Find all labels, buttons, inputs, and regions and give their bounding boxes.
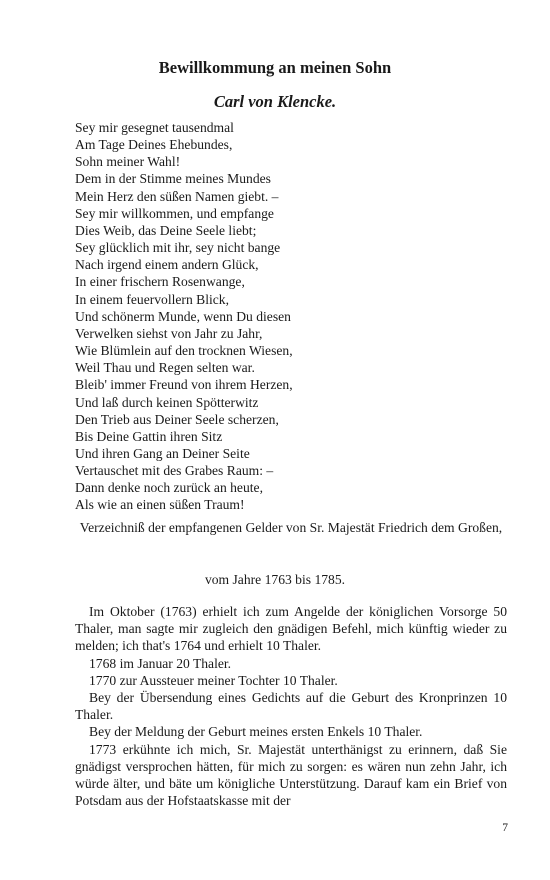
poem-line: Dem in der Stimme meines Mundes xyxy=(75,171,271,187)
poem-line: Bleib' immer Freund von ihrem Herzen, xyxy=(75,377,293,393)
prose-body xyxy=(75,603,507,809)
poem-line: Den Trieb aus Deiner Seele scherzen, xyxy=(75,411,279,427)
poem-line: Sohn meiner Wahl! xyxy=(75,154,181,170)
page-number: 7 xyxy=(502,822,508,834)
poem-line: Sey mir gesegnet tausendmal xyxy=(75,120,234,135)
poem-title: Bewillkommung an meinen Sohn xyxy=(158,58,392,77)
poem-line: Weil Thau und Regen selten war. xyxy=(75,360,255,376)
paragraph: Bey der Meldung der Geburt meines ersten Enkels 10 Thaler. xyxy=(89,724,423,740)
poem-line: Nach irgend einem andern Glück, xyxy=(75,257,259,273)
section-years: vom Jahre 1763 bis 1785. xyxy=(204,572,346,587)
poem-line: Und ihren Gang an Deiner Seite xyxy=(75,445,250,461)
poem-line: Und laß durch keinen Spötterwitz xyxy=(75,394,259,410)
paragraph: 1768 im Januar 20 Thaler. xyxy=(89,655,232,671)
poem-dedication: Carl von Klencke. xyxy=(213,92,337,111)
poem-line: Verwelken siehst von Jahr zu Jahr, xyxy=(75,325,263,341)
poem-line: Sey mir willkommen, und empfange xyxy=(75,205,274,221)
poem-line: Dann denke noch zurück an heute, xyxy=(75,480,263,496)
paragraph: 1770 zur Aussteuer meiner Tochter 10 Thaler. xyxy=(89,672,338,688)
poem-line: Wie Blümlein auf den trocknen Wiesen, xyxy=(75,343,293,359)
poem-line: Am Tage Deines Ehebundes, xyxy=(75,137,233,153)
paragraph: Bey der Übersendung eines Gedichts auf die Geburt des Kronprinzen 10 Thaler. xyxy=(75,690,507,723)
poem-body xyxy=(75,119,505,514)
poem-line: In einer frischern Rosenwange, xyxy=(75,274,245,290)
poem-line: Und schönerm Munde, wenn Du diesen xyxy=(75,308,291,324)
poem-line: Bis Deine Gattin ihren Sitz xyxy=(75,428,223,444)
poem-line: Vertauschet mit des Grabes Raum: – xyxy=(75,463,274,479)
poem-line: Dies Weib, das Deine Seele liebt; xyxy=(75,222,257,238)
poem-line: Als wie an einen süßen Traum! xyxy=(75,497,245,513)
poem-line: In einem feuervollern Blick, xyxy=(75,291,230,307)
poem-line: Sey glücklich mit ihr, sey nicht bange xyxy=(75,240,281,256)
paragraph: 1773 erkühnte ich mich, Sr. Majestät unterthänigst zu erinnern, daß Sie gnädigst versprochen hätten, für mich zu sorgen: es wären nun zehn Jahr, ich würde älter, und bäte um königliche Unterstützung. Darauf kam ein Brief von Potsdam aus der Hofstaatskasse mit der xyxy=(75,741,507,809)
poem-line: Mein Herz den süßen Namen giebt. – xyxy=(75,188,279,204)
paragraph: Im Oktober (1763) erhielt ich zum Angelde der königlichen Vorsorge 50 Thaler, man sagte mir zugleich den gnädigen Befehl, mich künftig wieder zu melden; ich that's 1764 und erhielt 10 Thaler. xyxy=(75,604,507,654)
section-heading: Verzeichniß der empfangenen Gelder von Sr. Majestät Friedrich dem Großen, xyxy=(79,520,503,535)
